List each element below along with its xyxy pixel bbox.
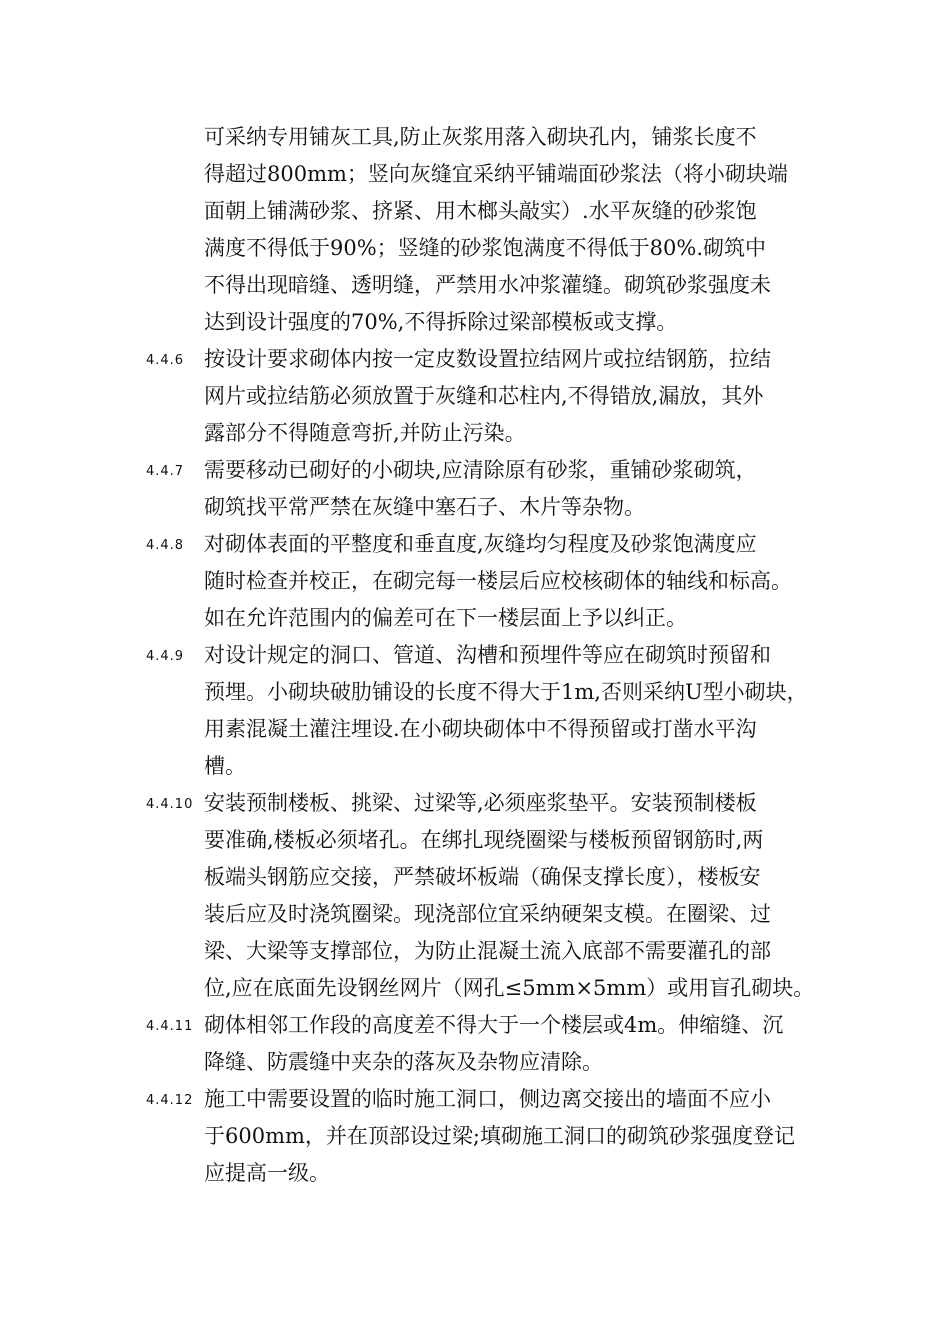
clause-text-line: 随时检查并校正，在砌完每一楼层后应校核砌体的轴线和标高。: [204, 569, 792, 593]
clause-number: 4.4.11: [146, 1019, 194, 1034]
clause-text-line: 用素混凝土灌注埋设.在小砌块砌体中不得预留或打凿水平沟: [204, 717, 757, 741]
clause-text-line: 要准确,楼板必须堵孔。在绑扎现绕圈梁与楼板预留钢筋时,两: [204, 828, 764, 852]
intro-line: 不得出现暗缝、透明缝，严禁用水冲浆灌缝。砌筑砂浆强度未: [204, 273, 771, 297]
clause-text-line: 对砌体表面的平整度和垂直度,灰缝均匀程度及砂浆饱满度应: [204, 532, 757, 556]
clause-number: 4.4.9: [146, 649, 185, 664]
intro-line: 达到设计强度的70%,不得拆除过梁部模板或支撑。: [204, 310, 678, 334]
clause-text-line: 露部分不得随意弯折,并防止污染。: [204, 421, 526, 445]
intro-line: 可采纳专用铺灰工具,防止灰浆用落入砌块孔内，铺浆长度不: [204, 125, 757, 149]
clause-text-line: 降缝、防震缝中夹杂的落灰及杂物应清除。: [204, 1050, 603, 1074]
clause-text-line: 梁、大梁等支撑部位，为防止混凝土流入底部不需要灌孔的部: [204, 939, 771, 963]
intro-line: 面朝上铺满砂浆、挤紧、用木榔头敲实）.水平灰缝的砂浆饱: [204, 199, 757, 223]
clause-number: 4.4.10: [146, 797, 194, 812]
clause-text-line: 板端头钢筋应交接，严禁破坏板端（确保支撑长度），楼板安: [204, 865, 761, 889]
clause-text-line: 位,应在底面先设钢丝网片（网孔≤5mm×5mm）或用盲孔砌块。: [204, 976, 815, 1000]
clause-number: 4.4.12: [146, 1093, 194, 1108]
clause-number: 4.4.8: [146, 538, 185, 553]
clause-text-line: 需要移动已砌好的小砌块,应清除原有砂浆，重铺砂浆砌筑，: [204, 458, 757, 482]
clause-number: 4.4.6: [146, 353, 185, 368]
clause-text-line: 对设计规定的洞口、管道、沟槽和预埋件等应在砌筑时预留和: [204, 643, 771, 667]
clause-text-line: 砌体相邻工作段的高度差不得大于一个楼层或4m。伸缩缝、沉: [204, 1013, 784, 1037]
clause-text-line: 应提高一级。: [204, 1161, 330, 1185]
clause-text-line: 槽。: [204, 754, 246, 778]
clause-text-line: 装后应及时浇筑圈梁。现浇部位宜采纳硬架支模。在圈梁、过: [204, 902, 771, 926]
clause-text-line: 如在允许范围内的偏差可在下一楼层面上予以纠正。: [204, 606, 687, 630]
clause-text-line: 安装预制楼板、挑梁、过梁等,必须座浆垫平。安装预制楼板: [204, 791, 757, 815]
clause-number: 4.4.7: [146, 464, 185, 479]
clause-text-line: 网片或拉结筋必须放置于灰缝和芯柱内,不得错放,漏放，其外: [204, 384, 764, 408]
intro-line: 得超过800mm；竖向灰缝宜采纳平铺端面砂浆法（将小砌块端: [204, 162, 788, 186]
clause-text-line: 预埋。小砌块破肋铺设的长度不得大于1m,否则采纳U型小砌块，: [204, 680, 808, 704]
clause-text-line: 按设计要求砌体内按一定皮数设置拉结网片或拉结钢筋，拉结: [204, 347, 771, 371]
clause-text-line: 砌筑找平常严禁在灰缝中塞石子、木片等杂物。: [204, 495, 645, 519]
clause-text-line: 施工中需要设置的临时施工洞口，侧边离交接出的墙面不应小: [204, 1087, 771, 1111]
clause-text-line: 于600mm，并在顶部设过梁;填砌施工洞口的砌筑砂浆强度登记: [204, 1124, 795, 1148]
intro-line: 满度不得低于90%；竖缝的砂浆饱满度不得低于80%.砌筑中: [204, 236, 767, 260]
